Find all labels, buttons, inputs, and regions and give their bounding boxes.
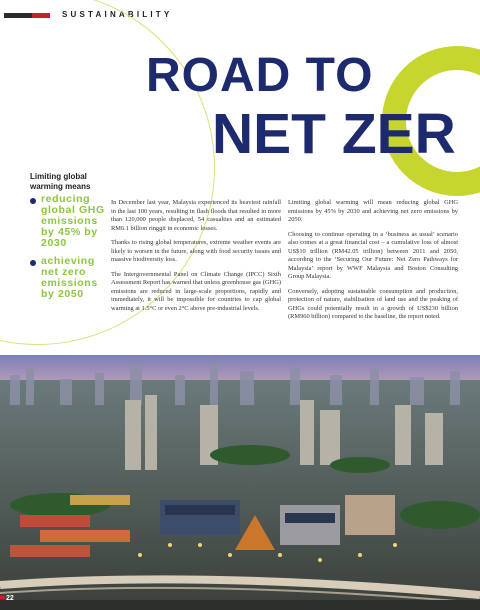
bullet-icon <box>30 260 36 266</box>
list-item <box>30 256 109 300</box>
sidebar-heading-line2: warming means <box>30 182 91 191</box>
page-title-line2: NET ZER <box>212 106 456 163</box>
paragraph: Limiting global warming will mean reducing global GHG emissions by 45% by 2030 and achieving net zero emissions by 2050. <box>288 199 458 223</box>
sidebar-heading <box>30 172 90 192</box>
paragraph: Choosing to continue operating in a ‘business as usual’ scenario also comes at a great financial cost – a cumulative loss of almost US$10 trillion (RM42.05 trillion) between 2011 and 2050, according to the ‘Securing Our Future: Net Zero Pathways for Malaysia’ report by WWF Malaysia and Boston Consulting Group Malaysia. <box>288 230 458 280</box>
city-illustration <box>0 355 480 610</box>
paragraph: In December last year, Malaysia experienced its heaviest rainfall in the last 100 years, resulting in flash floods that resulted in more than 120,000 people displaced, 54 casualties and an estimated RM6.1 billion ringgit in economic losses. <box>111 199 281 232</box>
sidebar-bullet-list <box>30 194 109 307</box>
bullet-icon <box>30 198 36 204</box>
sidebar-heading-line1: Limiting global <box>30 172 87 181</box>
body-column-2 <box>288 199 458 328</box>
list-item <box>30 194 109 249</box>
page-title-line1: ROAD TO <box>146 49 374 102</box>
paragraph: Conversely, adopting sustainable consumption and production, protection of nature, stabilisation of land use and the peaking of GHGs could potentially result in a growth of US$230 billion (RM960 billion) compared to the baseline, the report noted. <box>288 287 458 320</box>
page-number: 22 <box>6 595 14 602</box>
bullet-text: reducing global GHG emissions by 45% by 2030 <box>41 193 105 249</box>
paragraph: The Intergovernmental Panel on Climate Change (IPCC) Sixth Assessment Report has warned that unless greenhouse gas (GHG) emissions are reduced in large-scale proportions, rapidly and immediately, it will be impossible for countries to cap global warming at 1.5°C or even 2°C above pre-industrial levels. <box>111 270 281 312</box>
bullet-text: achieving net zero emissions by 2050 <box>41 255 98 300</box>
city-aerial-photo <box>0 355 480 610</box>
section-label: SUSTAINABILITY <box>62 10 173 19</box>
paragraph: Thanks to rising global temperatures, extreme weather events are likely to worsen in the future, along with food security issues and massive biodiversity loss. <box>111 239 281 263</box>
page-number-accent <box>0 596 5 599</box>
body-column-1 <box>111 199 281 319</box>
